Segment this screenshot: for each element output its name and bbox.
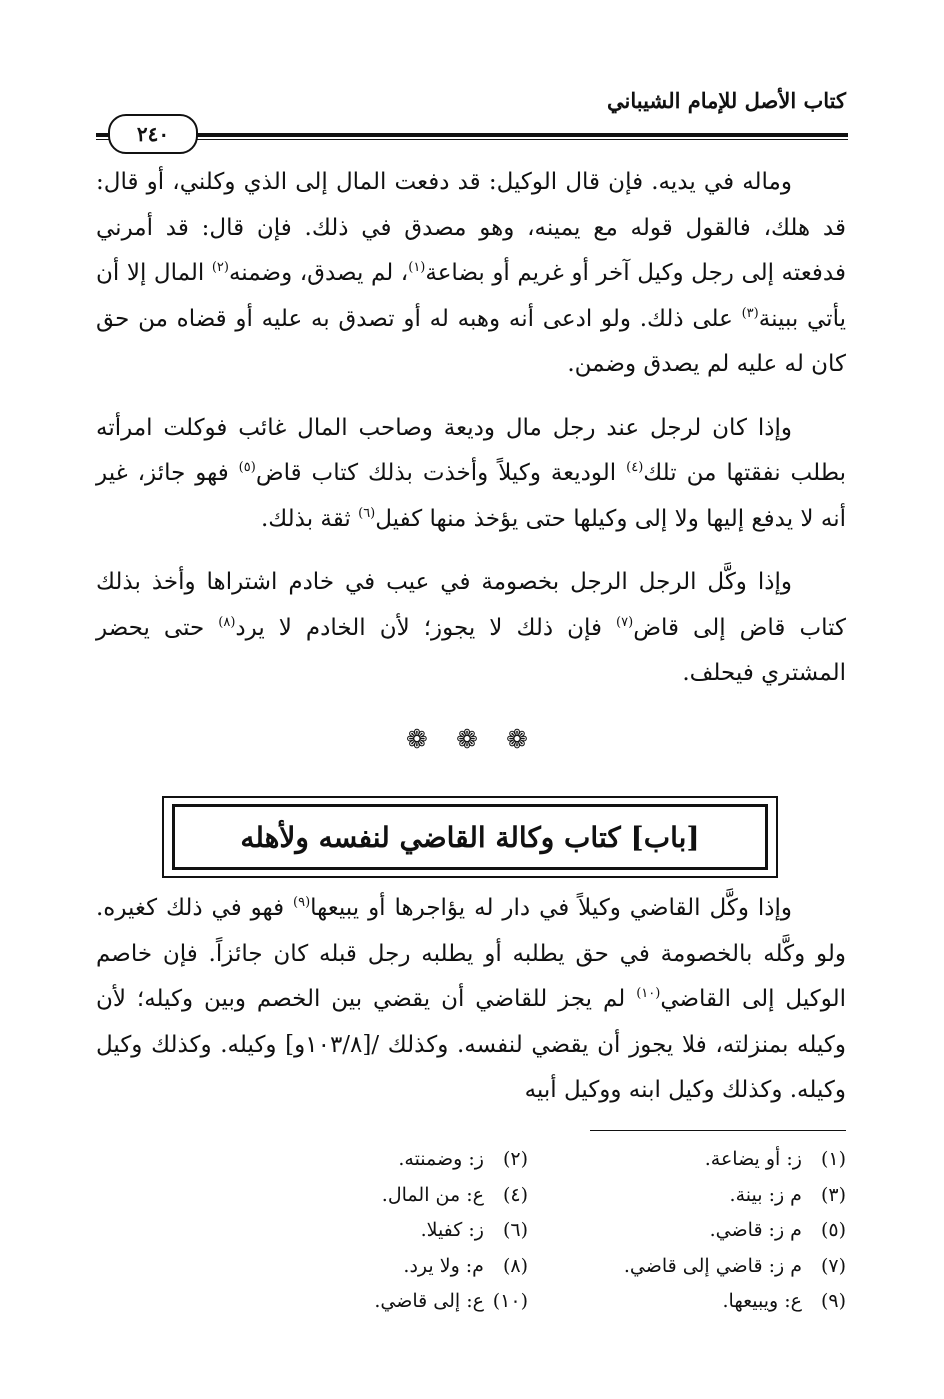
page-header	[96, 88, 846, 152]
footnote-ref-5: (٥)	[238, 460, 256, 475]
footnote-ref-3: (٣)	[741, 305, 759, 321]
footnote-rule	[590, 1130, 846, 1131]
section-separator: ❁ ❁ ❁	[406, 725, 538, 755]
footnote: (٩) ع: ويبيعها.	[722, 1290, 846, 1312]
footnote: (٧) م ز: قاضي إلى قاضي.	[623, 1254, 846, 1277]
paragraph-4: وإذا وكَّل القاضي وكيلاً في دار له يؤاجرها أو يبيعها$^{(٩)}$ فهو في ذلك كغيره. ولو وكَّله بالخصومة في حق يطلبه أو يطلبه رجل قبله كان جائزاً. فإن خاصم الوكيل إلى القاضي$^{(١٠)}$ لم يجز للقاضي أن يقضي بين الخصم وبين وكيله؛ لأن وكيله بمنزلته، فلا يجوز أن يقضي لنفسه. وكذلك /[١٠٣/٨و] وكيله. وكذلك وكيل وكيله. وكذلك وكيل ابنه ووكيل أبيه	[96, 895, 847, 1103]
footnote: (١) ز: أو يضاعة.	[704, 1148, 846, 1170]
body-text-bottom	[96, 886, 846, 1114]
footnote-ref-8: (٨)	[218, 614, 236, 630]
chapter-title: [باب] كتاب وكالة القاضي لنفسه ولأهله	[240, 820, 700, 854]
page-number-badge	[108, 114, 198, 154]
footnote: (٣) م ز: بينة.	[729, 1183, 846, 1206]
footnote: (٥) م ز: قاضي.	[709, 1219, 846, 1241]
footnote: (٤) ع: من المال.	[381, 1183, 528, 1206]
footnote: (١٠) ع: إلى قاضي.	[374, 1290, 528, 1312]
footnote: (٢) ز: وضمنته.	[398, 1148, 528, 1170]
chapter-heading-frame	[162, 796, 778, 878]
header-rule-thick	[96, 133, 848, 137]
paragraph-1: وماله في يديه. فإن قال الوكيل: قد دفعت المال إلى الذي وكلني، أو قال: قد هلك، فالقول قوله مع يمينه، وهو مصدق في ذلك. فإن قال: قد أمرني فدفعته إلى رجل وكيل آخر أو غريم أو بضاعة$^{(١)}$، لم يصدق، وضمنه$^{(٢)}$ المال إلا أن يأتي ببينة$^{(٣)}$ على ذلك. ولو ادعى أنه وهبه له أو تصدق به عليه أو قضاه من حق كان له عليه لم يصدق وضمن.	[96, 169, 846, 377]
paragraph-2: وإذا كان لرجل عند رجل مال وديعة وصاحب المال غائب فوكلت امرأته بطلب نفقتها من تلك$^{(٤)}$ الوديعة وكيلاً وأخذت بذلك كتاب قاض$^{(٥)}$ فهو جائز، غير أنه لا يدفع إليها ولا إلى وكيلها حتى يؤخذ منها كفيل$^{(٦)}$ ثقة بذلك.	[96, 414, 846, 532]
body-text-top	[96, 160, 846, 697]
footnote: (٦) ز: كفيلا.	[420, 1219, 528, 1241]
paragraph-3: وإذا وكَّل الرجل الرجل بخصومة في عيب في خادم اشتراها وأخذ بذلك كتاب قاض إلى قاض$^{(٧)}$ فإن ذلك لا يجوز؛ لأن الخادم لا يرد$^{(٨)}$ حتى يحضر المشتري فيحلف.	[96, 569, 847, 686]
footnote-ref-4: (٤)	[626, 460, 644, 475]
footnote-ref-9: (٩)	[293, 895, 311, 910]
footnote-ref-10: (١٠)	[636, 986, 661, 1001]
footnote: (٨) م: ولا يرد.	[403, 1254, 528, 1277]
running-title: كتاب الأصل للإمام الشيباني	[607, 88, 846, 113]
footnote-ref-2: (٢)	[211, 260, 229, 275]
page-number: ٢٤٠	[136, 122, 170, 146]
footnote-ref-7: (٧)	[616, 614, 634, 630]
header-rule-thin	[96, 139, 848, 140]
footnote-ref-6: (٦)	[358, 505, 376, 521]
footnote-ref-1: (١)	[408, 260, 426, 275]
footnotes	[250, 1142, 846, 1320]
